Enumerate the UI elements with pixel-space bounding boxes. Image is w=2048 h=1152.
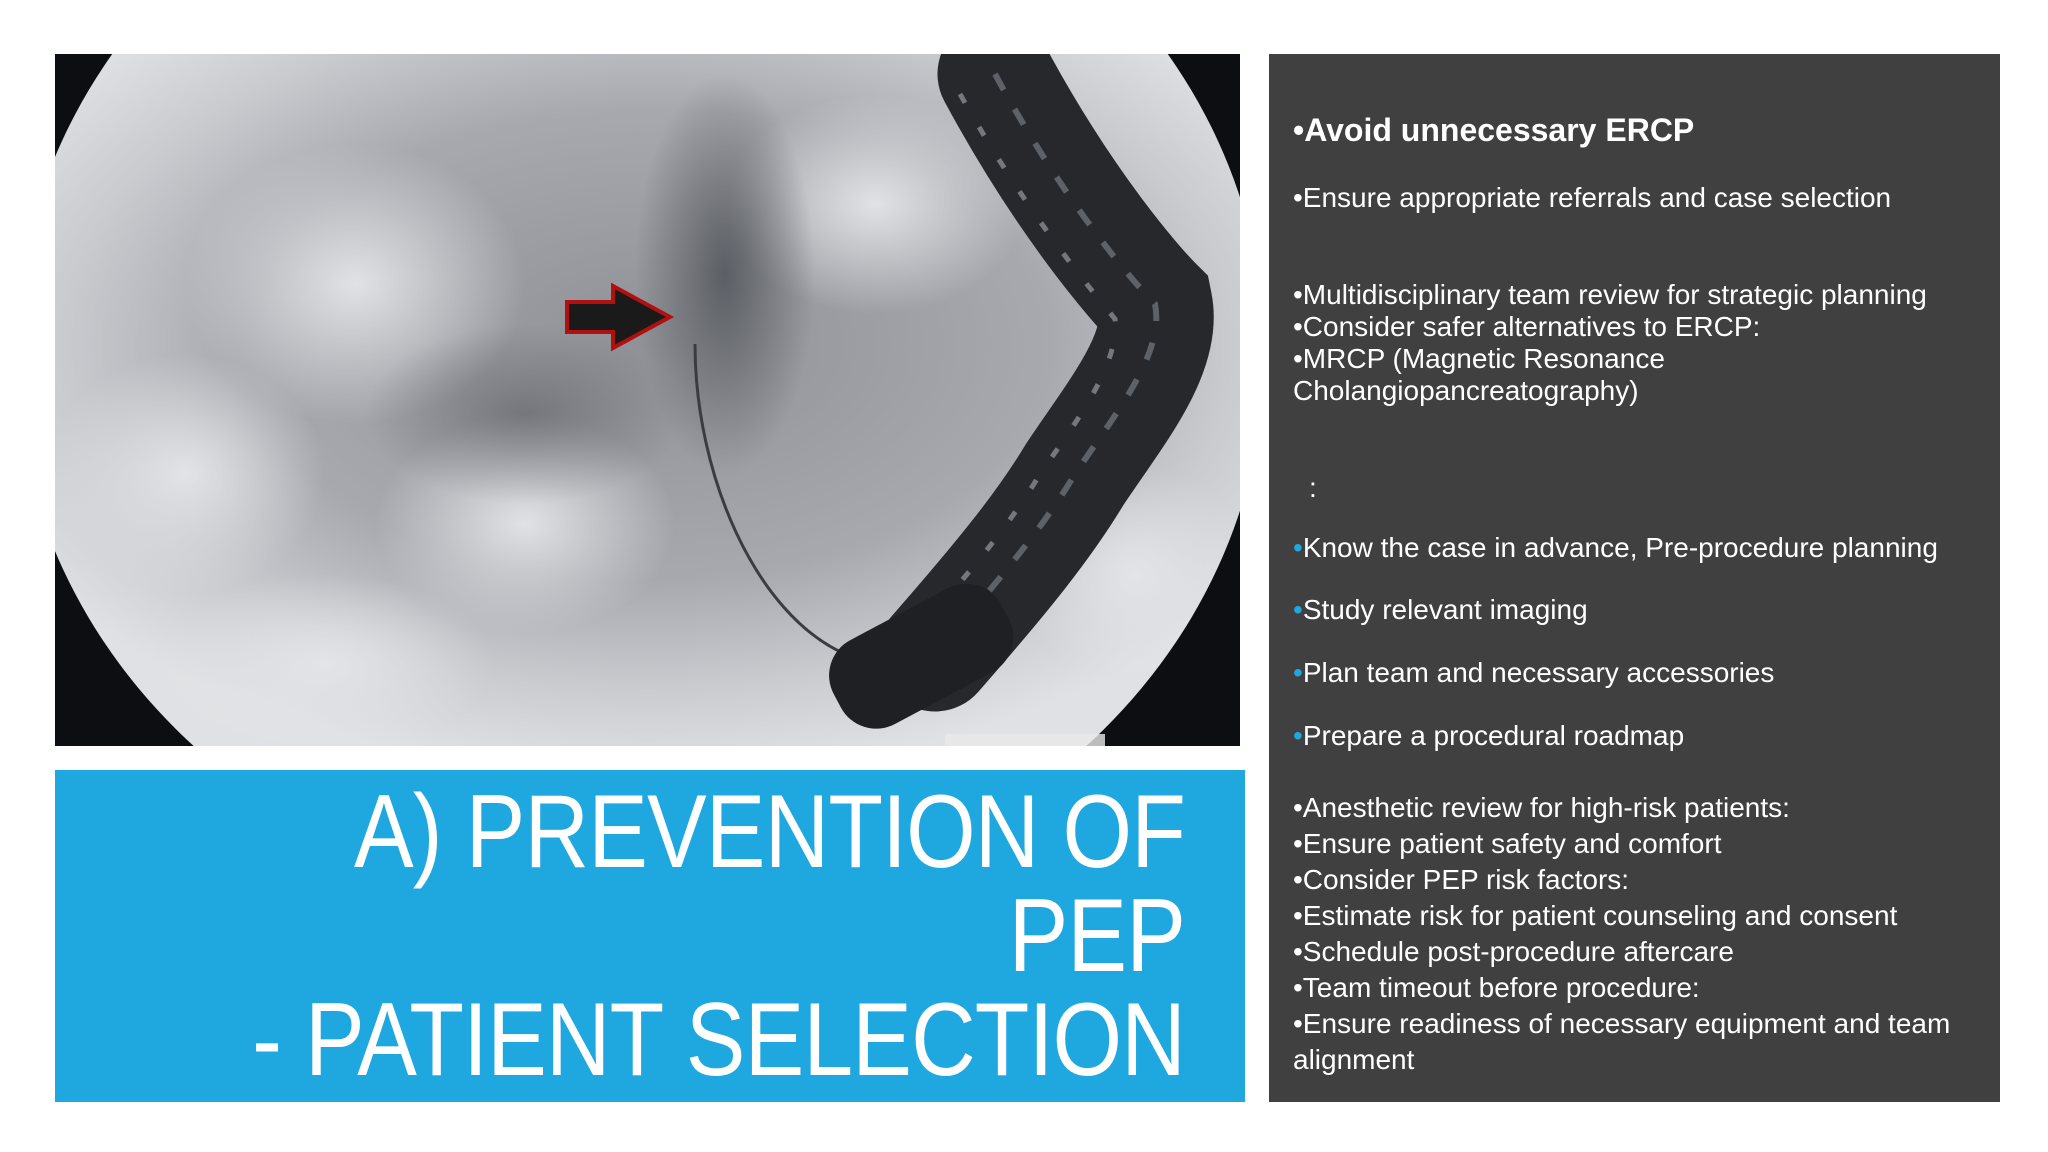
study-text: Study relevant imaging xyxy=(1302,594,1588,625)
blue-bullet: • xyxy=(1293,720,1303,751)
bullet-mrcp: •MRCP (Magnetic Resonance Cholangiopancreatography) xyxy=(1293,343,1665,406)
roadmap-text: Prepare a procedural roadmap xyxy=(1302,720,1685,751)
know-case-text: Know the case in advance, Pre-procedure planning xyxy=(1302,532,1938,563)
xray-image xyxy=(55,54,1240,746)
content-panel xyxy=(1269,54,2000,1102)
bullet-avoid-ercp: •Avoid unnecessary ERCP xyxy=(1293,112,1695,148)
bullet-estimate: •Estimate risk for patient counseling and consent xyxy=(1293,900,1898,931)
bullet-plan-team xyxy=(1293,657,1994,689)
plan-text: Plan team and necessary accessories xyxy=(1302,657,1775,688)
bullet-roadmap xyxy=(1293,720,1994,752)
slide-title: A) PREVENTION OF PEP - PATIENT SELECTION xyxy=(252,774,1185,1098)
bullet-know-case xyxy=(1293,532,1994,564)
bullet-anesthetic: •Anesthetic review for high-risk patients: xyxy=(1293,792,1790,823)
bullet-risk-factors: •Consider PEP risk factors: xyxy=(1293,864,1630,895)
alternatives-block xyxy=(1293,279,1994,407)
risk-block xyxy=(1293,790,1994,1078)
title-box xyxy=(55,770,1245,1102)
bullet-study-imaging xyxy=(1293,594,1994,626)
bullet-aftercare: •Schedule post-procedure aftercare xyxy=(1293,936,1734,967)
blue-bullet: • xyxy=(1293,594,1303,625)
bullet-timeout: •Team timeout before procedure: xyxy=(1293,972,1700,1003)
bullet-readiness: •Ensure readiness of necessary equipment and team alignment xyxy=(1293,1008,1951,1075)
blue-bullet: • xyxy=(1293,532,1303,563)
bullet-safety: •Ensure patient safety and comfort xyxy=(1293,828,1722,859)
bullet-referrals: •Ensure appropriate referrals and case selection xyxy=(1293,182,1892,213)
blue-bullet: • xyxy=(1293,657,1303,688)
bullet-mdt: •Multidisciplinary team review for strategic planning xyxy=(1293,279,1927,310)
colon-text: : xyxy=(1309,472,1317,503)
bullet-safer-alternatives: •Consider safer alternatives to ERCP: xyxy=(1293,311,1761,342)
